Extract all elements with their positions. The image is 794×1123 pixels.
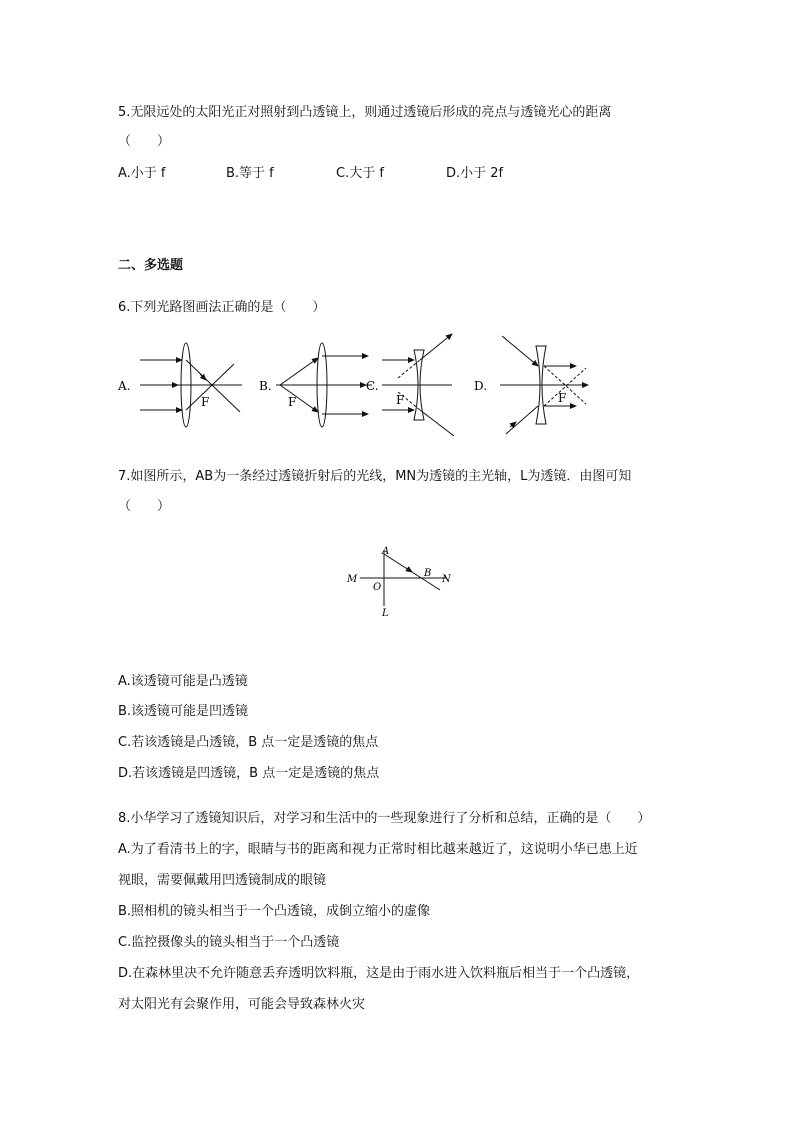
q6-label-d: D.: [474, 379, 488, 393]
q6-figure-a: [140, 343, 242, 427]
q7-option-c: C.若该透镜是凸透镜，B 点一定是透镜的焦点: [118, 735, 379, 750]
q6-focus-c: F: [396, 393, 405, 407]
q6-stem: 6.下列光路图画法正确的是（ ）: [118, 300, 326, 315]
q7-label-m: M: [347, 574, 358, 585]
q8-option-a-line1: A.为了看清书上的字，眼睛与书的距离和视力正常时相比越来越近了，这说明小华已患上近: [118, 842, 638, 857]
q8-stem: 8.小华学习了透镜知识后，对学习和生活中的一些现象进行了分析和总结，正确的是（ ）: [118, 811, 651, 826]
q5-option-d: D.小于 2f: [446, 166, 504, 181]
q6-figure-d: [500, 336, 588, 434]
q7-label-b: B: [424, 568, 432, 579]
q7-option-d: D.若该透镜是凹透镜，B 点一定是透镜的焦点: [118, 766, 380, 781]
q7-label-a: A: [382, 546, 390, 557]
q6-focus-d: F: [558, 391, 567, 405]
q5-option-c: C.大于 f: [336, 166, 384, 181]
q6-label-b: B.: [259, 379, 272, 393]
q7-label-n: N: [442, 574, 451, 585]
q8-option-b: B.照相机的镜头相当于一个凸透镜，成倒立缩小的虚像: [118, 904, 431, 919]
q8-option-d-line1: D.在森林里决不允许随意丢弃透明饮料瓶，这是由于雨水进入饮料瓶后相当于一个凸透镜，: [118, 966, 640, 981]
section-title: 二、多选题: [118, 258, 184, 273]
q6-label-a: A.: [118, 379, 131, 393]
q7-option-b: B.该透镜可能是凹透镜: [118, 704, 249, 719]
q7-option-a: A.该透镜可能是凸透镜: [118, 674, 248, 689]
q5-stem: 5.无限远处的太阳光正对照射到凸透镜上，则通过透镜后形成的亮点与透镜光心的距离: [118, 105, 612, 120]
q7-stem: 7.如图所示，AB为一条经过透镜折射后的光线，MN为透镜的主光轴，L为透镜．由图可知: [118, 469, 632, 484]
q5-option-b: B.等于 f: [226, 166, 274, 181]
q5-paren: （ ）: [118, 134, 171, 149]
q7-label-o: O: [373, 582, 382, 593]
q7-figure: [340, 540, 480, 620]
q5-option-a: A.小于 f: [118, 166, 166, 181]
q6-figure: [0, 330, 794, 440]
q7-label-l: L: [382, 608, 389, 619]
q6-focus-a: F: [201, 395, 210, 409]
q8-option-c: C.监控摄像头的镜头相当于一个凸透镜: [118, 935, 340, 950]
q6-label-c: C.: [366, 379, 379, 393]
q8-option-a-line2: 视眼，需要佩戴用凹透镜制成的眼镜: [118, 873, 327, 888]
q6-focus-b: F: [288, 395, 297, 409]
q6-figure-c: [382, 334, 454, 436]
q7-paren: （ ）: [118, 499, 171, 514]
q8-option-d-line2: 对太阳光有会聚作用，可能会导致森林火灾: [118, 997, 366, 1012]
q6-figure-b: [276, 343, 372, 427]
